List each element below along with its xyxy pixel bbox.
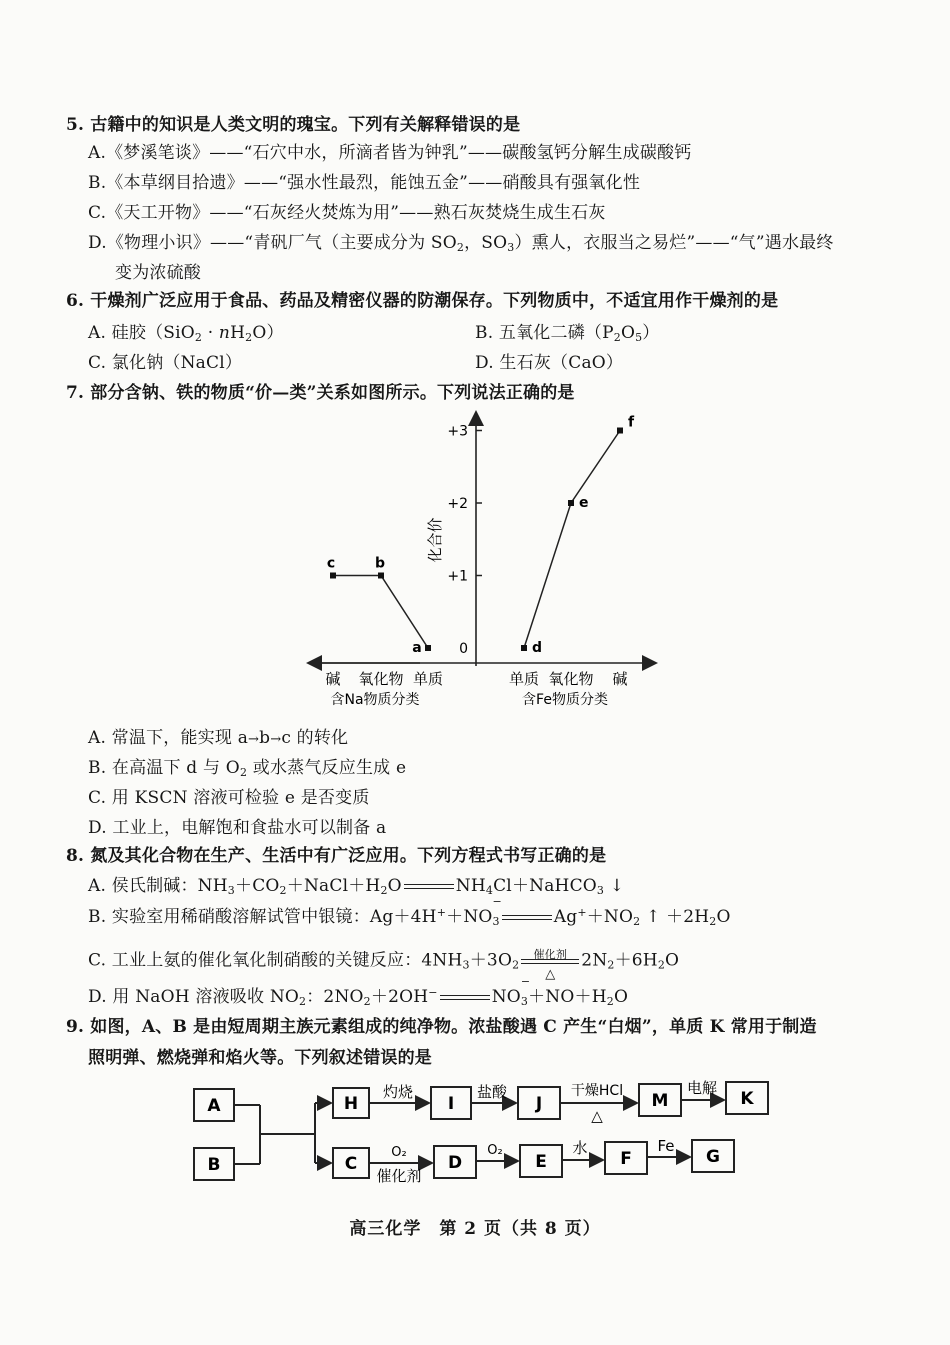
reaction-condition-arrow: 催化剂 △	[519, 946, 581, 976]
box-label-B: B	[207, 1155, 221, 1175]
box-label-D: D	[447, 1153, 463, 1173]
point-label-b: b	[374, 555, 386, 572]
y-tick-label: +2	[447, 496, 468, 512]
q6-option-b: B. 五氧化二磷$(P_2O_5)$	[475, 323, 660, 344]
point-b	[378, 573, 384, 579]
equals-sign	[438, 991, 492, 1005]
q5-option-a: A.《梦溪笔谈》——“石穴中水，所滴者皆为钟乳”——碳酸氢钙分解生成碳酸钙	[88, 143, 692, 163]
equals-sign	[402, 880, 456, 894]
q7-stem: 7. 部分含钠、铁的物质“价—类”关系如图所示。下列说法正确的是	[66, 383, 575, 403]
series-line-1	[524, 431, 620, 649]
category-label: 氧化物	[548, 670, 594, 688]
q8-option-b: B. 实验室用稀硝酸溶解试管中银镜：Ag＋4H+＋NO − $_3$ $Ag^++NO_2$ ↑ $+2H_2O$	[88, 895, 731, 928]
series-line-0	[333, 576, 428, 649]
box-label-M: M	[651, 1091, 669, 1111]
q8-stem: 8. 氮及其化合物在生产、生活中有广泛应用。下列方程式书写正确的是	[66, 846, 607, 866]
q5-option-d-line2: 变为浓硫酸	[115, 263, 201, 283]
box-label-I: I	[447, 1094, 455, 1114]
category-label: 单质	[412, 670, 444, 688]
q7-option-b: B. 在高温下 d 与 $O_2$ 或水蒸气反应生成 e	[88, 758, 407, 779]
q7-option-c: C. 用 KSCN 溶液可检验 e 是否变质	[88, 788, 370, 808]
y-tick-label: +3	[447, 423, 468, 440]
box-label-E: E	[535, 1152, 547, 1172]
label-catalyst: 催化剂	[376, 1167, 422, 1185]
q7-option-d: D. 工业上，电解饱和食盐水可以制备 a	[88, 818, 387, 838]
q6-option-d: D. 生石灰（CaO）	[475, 353, 624, 373]
point-f	[617, 428, 623, 434]
box-label-G: G	[706, 1147, 720, 1167]
q9-stem-line1: 9. 如图，A、B 是由短周期主族元素组成的纯净物。浓盐酸遇 C 产生“白烟”，单质 K 常用于制造	[66, 1017, 817, 1037]
point-label-e: e	[579, 495, 589, 511]
y-tick-label: 0	[459, 641, 468, 657]
q9-stem-line2: 照明弹、燃烧弹和焰火等。下列叙述错误的是	[88, 1048, 432, 1068]
y-axis-label: 化合价	[426, 517, 444, 563]
q5-option-b: B.《本草纲目拾遗》——“强水性最烈，能蚀五金”——硝酸具有强氧化性	[88, 173, 641, 193]
label-o2-2: O₂	[487, 1143, 503, 1158]
label-water: 水	[572, 1139, 588, 1157]
category-label: 碱	[612, 670, 628, 688]
y-tick-label: +1	[447, 568, 468, 585]
point-label-f: f	[628, 414, 635, 431]
point-label-c: c	[326, 555, 336, 572]
point-a	[425, 645, 431, 651]
label-fe: Fe	[657, 1137, 675, 1155]
box-label-C: C	[344, 1154, 358, 1174]
q8-option-c: C. 工业上氨的催化氧化制硝酸的关键反应：$4NH_3+3O_2$ 催化剂 △ $2N_2+6H_2O$	[88, 948, 680, 982]
point-label-a: a	[412, 640, 422, 656]
equals-sign	[500, 911, 554, 925]
label-heat: △	[591, 1107, 603, 1125]
category-label: 单质	[508, 670, 540, 688]
q5-option-d: D.《物理小识》——“青矾厂气（主要成分为 $SO_2$，$SO_3$）熏人，衣服当之易烂”——“气”遇水最终	[88, 233, 834, 254]
q9-flow-diagram	[0, 1075, 950, 1195]
point-d	[521, 645, 527, 651]
q6-option-a: A. 硅胶$(SiO_2 \cdot nH_2O)$	[88, 323, 284, 344]
q8-option-a: A. 侯氏制碱：$NH_3+CO_2+NaCl+H_2O$ $NH_4Cl+NaHCO_3$ ↓	[88, 876, 625, 897]
q8-option-d: D. 用 NaOH 溶液吸收 $NO_2$：$2NO_2+2OH^-$ NO − $_3+NO+H_2O$	[88, 975, 629, 1008]
label-hcl: 盐酸	[476, 1083, 508, 1101]
point-label-d: d	[532, 640, 543, 656]
category-label: 碱	[325, 670, 341, 688]
box-label-H: H	[343, 1094, 359, 1114]
point-e	[568, 500, 574, 506]
label-dry-hcl: 干燥HCl	[570, 1083, 624, 1099]
q7-option-a: A. 常温下，能实现 a→b→c 的转化	[88, 728, 349, 748]
valence-class-chart	[0, 400, 950, 730]
label-o2-1: O₂	[391, 1145, 407, 1160]
box-label-F: F	[620, 1149, 632, 1169]
category-label: 氧化物	[358, 670, 404, 688]
fe-group-label: 含Fe物质分类	[522, 692, 608, 708]
page-footer: 高三化学 第 2 页（共 8 页）	[349, 1219, 601, 1239]
box-label-K: K	[740, 1089, 754, 1109]
q5-stem: 5. 古籍中的知识是人类文明的瑰宝。下列有关解释错误的是	[66, 115, 521, 135]
q6-stem: 6. 干燥剂广泛应用于食品、药品及精密仪器的防潮保存。下列物质中，不适宜用作干燥剂的是	[66, 291, 779, 311]
q6-option-c: C. 氯化钠（NaCl）	[88, 353, 243, 373]
point-c	[330, 573, 336, 579]
label-burn: 灼烧	[382, 1083, 414, 1101]
na-group-label: 含Na物质分类	[330, 692, 420, 708]
label-electrolysis: 电解	[686, 1079, 718, 1097]
q5-option-c: C.《天工开物》——“石灰经火焚炼为用”——熟石灰焚烧生成生石灰	[88, 203, 606, 223]
box-label-A: A	[207, 1096, 221, 1116]
box-label-J: J	[535, 1094, 543, 1114]
